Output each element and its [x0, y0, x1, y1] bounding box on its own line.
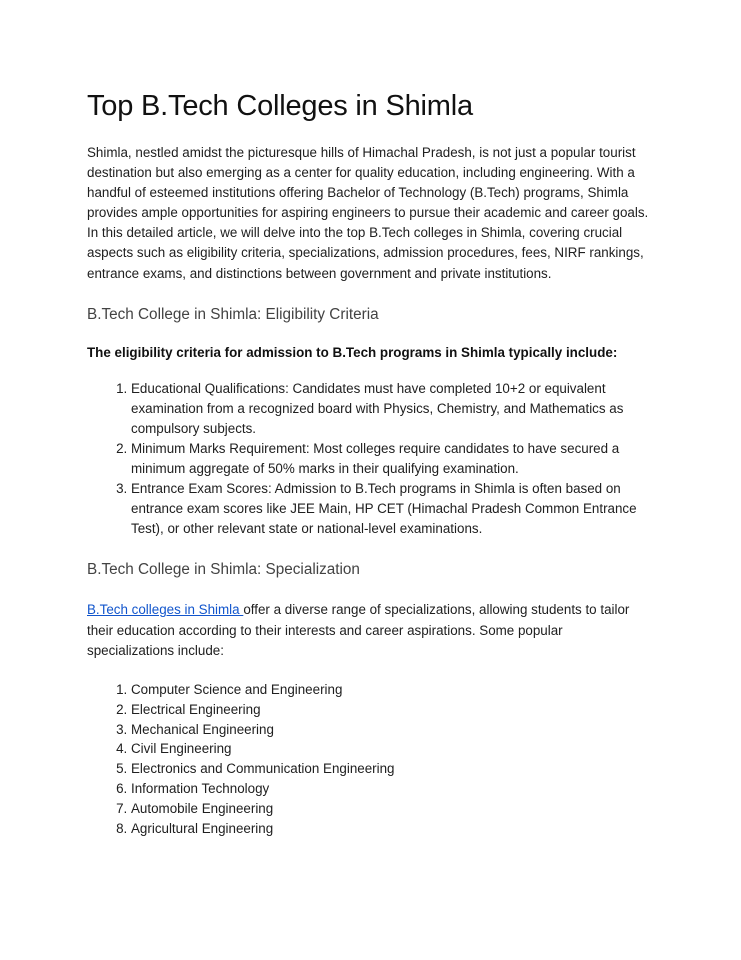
intro-paragraph: Shimla, nestled amidst the picturesque hills of Himachal Pradesh, is not just a popular tourist destination but also emerging as a center for quality education, including engineering. With a handful of esteemed institutions offering Bachelor of Technology (B.Tech) programs, Shimla provides ample opportunities for aspiring engineers to pursue their academic and career goals. In this detailed article, we will delve into the top B.Tech colleges in Shimla, covering crucial aspects such as eligibility criteria, specializations, admission procedures, fees, NIRF rankings, entrance exams, and distinctions between government and private institutions. [87, 145, 649, 281]
specialization-paragraph [87, 600, 649, 660]
specialization-list [87, 680, 649, 839]
document-page [87, 86, 649, 839]
list-item: 6. Information Technology [131, 779, 649, 799]
specialization-heading: B.Tech College in Shimla: Specialization [87, 561, 360, 579]
specialization-paragraph-text: offer a diverse range of specializations, allowing students to tailor their education according to their interests and career aspirations. Some popular specializations include: [87, 602, 630, 658]
list-item: 3. Mechanical Engineering [131, 720, 649, 740]
list-item: 1. Computer Science and Engineering [131, 680, 649, 700]
list-item: 5. Electronics and Communication Engineering [131, 759, 649, 779]
list-item: 3. Entrance Exam Scores: Admission to B.Tech programs in Shimla is often based on entrance exam scores like JEE Main, HP CET (Himachal Pradesh Common Entrance Test), or other relevant state or national-level examinations. [131, 479, 649, 539]
list-item: 4. Civil Engineering [131, 739, 649, 759]
list-item: 1. Educational Qualifications: Candidates must have completed 10+2 or equivalent examination from a recognized board with Physics, Chemistry, and Mathematics as compulsory subjects. [131, 379, 649, 439]
list-item: 8. Agricultural Engineering [131, 819, 649, 839]
eligibility-lead: The eligibility criteria for admission to B.Tech programs in Shimla typically include: [87, 344, 618, 360]
page-title: Top B.Tech Colleges in Shimla [87, 90, 473, 122]
eligibility-heading: B.Tech College in Shimla: Eligibility Criteria [87, 305, 379, 323]
eligibility-list [87, 379, 649, 540]
list-item: 2. Minimum Marks Requirement: Most colleges require candidates to have secured a minimum aggregate of 50% marks in their qualifying examination. [131, 439, 649, 479]
list-item: 2. Electrical Engineering [131, 700, 649, 720]
btech-colleges-link[interactable]: B.Tech colleges in Shimla [87, 602, 244, 618]
list-item: 7. Automobile Engineering [131, 799, 649, 819]
